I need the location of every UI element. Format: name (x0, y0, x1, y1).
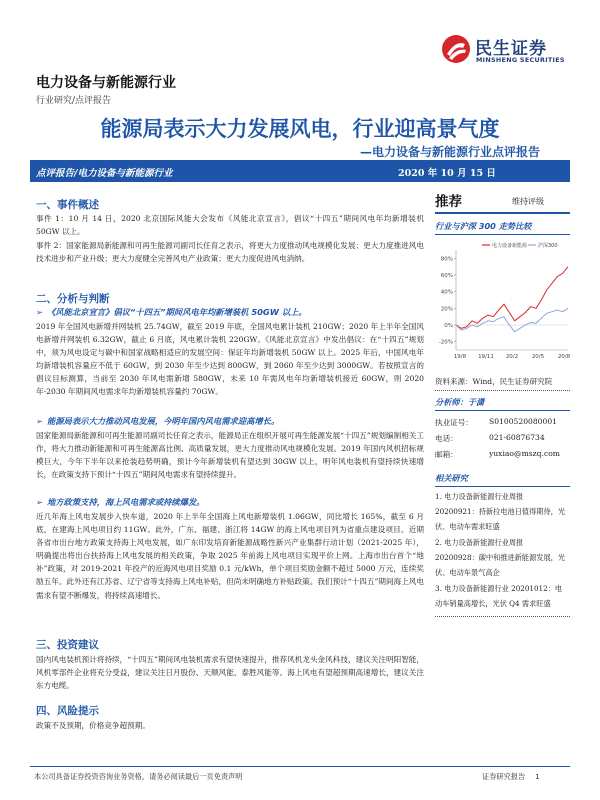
y-tick-label: 60% (440, 273, 453, 279)
y-tick-label: 40% (440, 289, 453, 296)
series-line-industry (456, 267, 568, 329)
y-tick-label: 20% (440, 306, 453, 313)
bullet-3-text: 近几年海上风电发展步入快车道，2020 年上半年全国海上风电新增装机 1.06GW，同比增长 165%，截至 6 月底，在建海上风电项目约 11GW。此外，广东、福建、浙江将 14GW 的海上风电项目列为省重点建设项目。近期各省市出台地方政策支持海上风电发展，如广东印发培育新能源战略性新兴产业集群行动计划（2021-2025 年），明确提出将出台扶持海上风电发展的相关政策，争取 2025 年前海上风电项目实现平价上网。上海市出台首个“地补”政策，对 2019-2021 年投产的近海风电项目奖励 0.1 元/kWh，单个项目奖励金额不超过 5000 万元，连续奖励五年。此外还有江苏省、辽宁省等支持海上风电补贴，但尚未明确地方补贴政策。我们预计“十四五”期间海上风电需求有望不断爆发，将持续高速增长。 (36, 512, 424, 600)
divider (435, 486, 570, 487)
section-heading-3: 三、投资建议 (36, 639, 99, 651)
bullet-1-text: 2019 年全国风电新增并网装机 25.74GW，截至 2019 年底，全国风电累计装机 210GW；2020 年上半年全国风电新增并网装机 6.32GW，截止 6 月底，风电累计装机 220GW。《风能北京宣言》中发出倡议：在“十四五”规划中，须为风电设定与碳中和国家战略相适应的发展空间：保证年均新增装机 50GW 以上。2025 年后，中国风电年均新增装机容量应不低于 60GW，到 2030 年至少达到 800GW，到 2060 年至少达到 3000GW。若按照宣言的倡议目标测算，当前至 2030 年风电需新增 580GW，未来 10 年需风电年均新增装机接近 60GW，则 2020 年-2030 年期间风电需求年均新增装机容量约 70GW。 (36, 322, 424, 397)
chart-source: 资料来源：Wind，民生证券研究院 (435, 377, 553, 386)
footer-divider (30, 766, 570, 767)
series-line-csi300 (456, 308, 568, 331)
y-tick-label: 80% (440, 256, 453, 263)
divider (435, 234, 570, 235)
report-title: 能源局表示大力发展风电，行业迎高景气度 (100, 117, 500, 141)
related-item-3[interactable]: 3. 电力设备新能源行业 20201012：电动车销量高增长，光伏 Q4 需求旺盛 (435, 584, 563, 608)
footer-page-number: 1 (535, 772, 540, 781)
section-heading-1: 一、事件概述 (36, 199, 99, 211)
divider (435, 390, 570, 391)
related-heading: 相关研究 (435, 473, 468, 483)
brand-logo (441, 32, 586, 72)
section-4-para: 政策不及预期，价格竞争超预期。 (36, 721, 150, 730)
arrow-icon: ➢ (36, 497, 43, 507)
footer-page-label: 证券研究报告 (482, 772, 526, 781)
chart-title: 行业与沪深 300 走势比较 (435, 221, 532, 231)
performance-chart (432, 238, 572, 368)
header-bar-category: 点评报告/电力设备与新能源行业 (36, 168, 173, 179)
bullet-1-title (36, 306, 424, 318)
bullet-2-title (36, 415, 424, 427)
legend-label: 电力设备新能源 (492, 243, 528, 249)
bullet-2-text: 国家能源局新能源和可再生能源司副司长任育之表示，能源局正在组织开展可再生能源发展“十四五”规划编制相关工作，将大力推动新能源和可再生能源高比例、高质量发展，更大力度推动风电规模化发展。2019 年国内风机招标规模巨大，今年下半年以来抢装趋势明确，预计今年新增装机有望达到 30GW 以上，明年风电装机有望持续快速增长，在政策支持下预计“十四五”期间风电需求有望持续提升。 (36, 431, 424, 480)
footer-disclaimer: 本公司具备证券投资咨询业务资格，请务必阅读最后一页免责声明 (34, 772, 243, 781)
analyst-cert-label: 执业证号： (435, 418, 473, 427)
brand-name-cn: 民生证券 (475, 39, 547, 59)
section-1-para-2: 事件 2：国家能源局新能源和可再生能源司副司长任育之表示，将更大力度推动风电规模化发展；更大力度推进风电技术进步和产业升级；更大力度健全完善风电产业政策；更大力度促进风电消纳。 (36, 241, 424, 264)
x-tick-label: 19/8 (453, 354, 467, 360)
x-tick-label: 20/5 (531, 354, 545, 360)
x-tick-label: 20/8 (557, 354, 571, 360)
footer-page (482, 772, 540, 782)
analyst-email-label: 邮箱： (435, 450, 458, 459)
analyst-heading: 分析师：于潇 (435, 397, 485, 407)
arrow-icon: ➢ (36, 416, 43, 426)
report-subtitle: —电力设备与新能源行业点评报告 (359, 145, 540, 159)
section-heading-2: 二、分析与判断 (36, 293, 110, 305)
divider (435, 410, 570, 411)
divider (435, 212, 570, 214)
bullet-1-title-text: 《风能北京宣言》倡议“十四五”期间风电年均新增装机 50GW 以上。 (46, 307, 307, 317)
rating-label: 推荐 (435, 194, 462, 210)
minsheng-logo-icon (441, 34, 471, 64)
x-tick-label: 19/11 (478, 354, 494, 360)
analyst-cert-value: S0100520080001 (489, 417, 558, 426)
bullet-3-title-text: 地方政策支持，海上风电需求或持续爆发。 (46, 497, 205, 507)
related-item-1[interactable]: 1. 电力设备新能源行业周报 20200921：持新拉电池日值得期待，光伏、电动车需求旺盛 (435, 492, 566, 531)
report-type: 行业研究/点评报告 (36, 96, 112, 106)
section-heading-4: 四、风险提示 (36, 705, 99, 717)
legend-label: 沪深300 (538, 243, 558, 249)
brand-name-en: MINSHENG SECURITIES (476, 56, 565, 64)
y-tick-label: 0% (444, 323, 453, 329)
x-tick-label: 20/2 (505, 354, 519, 360)
y-tick-label: -20% (438, 339, 453, 346)
related-item-2[interactable]: 2. 电力设备新能源行业周报 20200928：碳中和推进新能源发展，光伏、电动车景气高企 (435, 538, 566, 577)
analyst-phone-label: 电话： (435, 434, 458, 443)
section-3-para: 国内风电装机预计将持续，“十四五”期间风电装机需求有望快速提升，推荐风机龙头金风科技，建议关注明阳智能，风机零部件企业将充分受益，建议关注日月股份、天顺风能、泰胜风能等。海上风电有望超预期高速增长，建议关注东方电缆。 (36, 655, 424, 691)
divider (435, 616, 570, 617)
rating-sub: 维持评级 (512, 197, 544, 206)
header-bar-date: 2020 年 10 月 15 日 (398, 168, 496, 179)
bullet-2-title-text: 能源局表示大力推动风电发展，今明年国内风电需求迎高增长。 (46, 416, 280, 426)
arrow-icon: ➢ (36, 307, 43, 317)
analyst-phone-value: 021-60876734 (489, 433, 545, 442)
bullet-3-title (36, 496, 424, 508)
section-1-para-1: 事件 1：10 月 14 日，2020 北京国际风能大会发布《风能北京宣言》，倡议“十四五”期间风电年均新增装机 50GW 以上。 (36, 214, 424, 237)
analyst-email-value[interactable]: yuxiao@mszq.com (489, 449, 560, 458)
header-bar (30, 160, 570, 182)
industry-label: 电力设备与新能源行业 (36, 75, 176, 91)
